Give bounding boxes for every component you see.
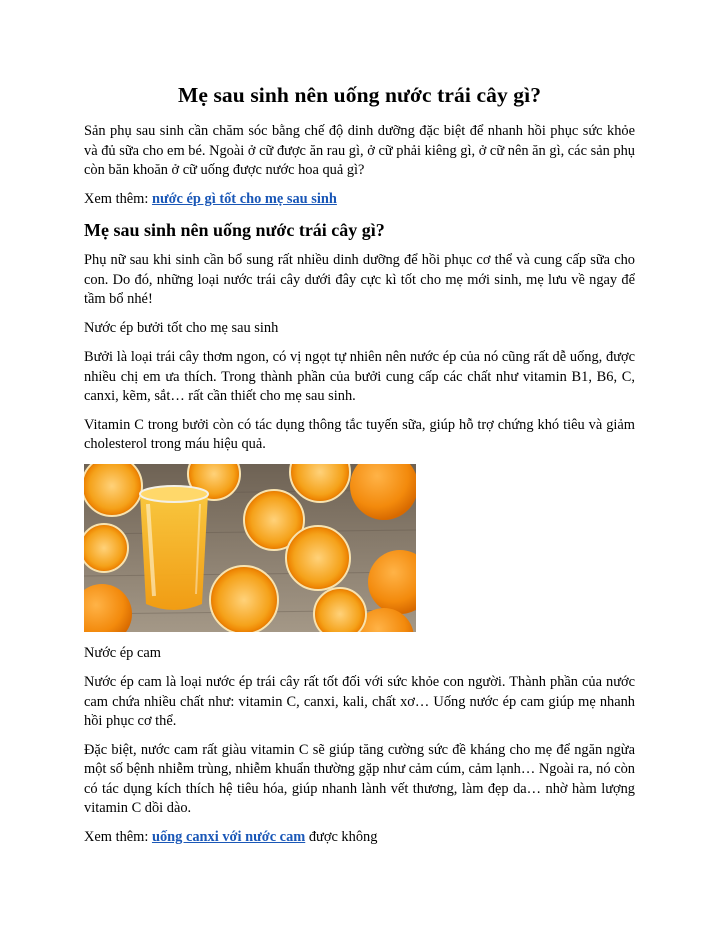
juice-glass [140, 486, 208, 610]
see-more-link-1[interactable]: nước ép gì tốt cho mẹ sau sinh [151, 190, 337, 207]
pomelo-heading: Nước ép bưởi tốt cho mẹ sau sinh [84, 319, 279, 336]
orange-heading: Nước ép cam [84, 644, 161, 661]
see-more-link-2[interactable]: uống canxi với nước cam [151, 828, 306, 845]
see-more-line-2 [84, 828, 635, 848]
orange-juice-illustration [84, 464, 416, 632]
see-more-prefix: Xem thêm: [84, 190, 152, 207]
pomelo-paragraph-2: Vitamin C trong bưởi còn có tác dụng thông tắc tuyến sữa, giúp hỗ trợ chứng khó tiêu và giảm cholesterol trong máu hiệu quả. [84, 416, 635, 452]
see-more-prefix: Xem thêm: [84, 828, 152, 845]
intro-paragraph: Sản phụ sau sinh cần chăm sóc bằng chế độ dinh dưỡng đặc biệt để nhanh hồi phục sức khỏe và đủ sữa cho em bé. Ngoài ở cữ được ăn rau gì, ở cữ phải kiêng gì, ở cữ nên ăn gì, các sản phụ còn băn khoăn ở cữ uống được nước hoa quả gì? [84, 123, 635, 178]
see-more-line-1 [84, 190, 635, 210]
page-title: Mẹ sau sinh nên uống nước trái cây gì? [177, 83, 542, 107]
section-intro-paragraph: Phụ nữ sau khi sinh cần bổ sung rất nhiều dinh dưỡng để hồi phục cơ thể và cung cấp sữa cho con. Do đó, những loại nước trái cây dưới đây cực kì tốt cho mẹ mới sinh, mẹ lưu về ngay để tầm bổ nhé! [84, 252, 635, 307]
see-more-suffix: được không [305, 828, 378, 845]
section-heading: Mẹ sau sinh nên uống nước trái cây gì? [84, 220, 385, 240]
orange-paragraph-2: Đặc biệt, nước cam rất giàu vitamin C sẽ giúp tăng cường sức đề kháng cho mẹ để ngăn ngừa một số bệnh nhiễm trùng, nhiễm khuẩn thường gặp như cảm cúm, cảm lạnh… Ngoài ra, nó còn có tác dụng kích thích hệ tiêu hóa, giúp nhanh lành vết thương, làm đẹp da… nhờ hàm lượng vitamin C dồi dào. [84, 741, 635, 816]
orange-juice-photo [84, 464, 416, 632]
orange-paragraph-1: Nước ép cam là loại nước ép trái cây rất tốt đối với sức khỏe con người. Thành phần của nước cam chứa nhiều chất như: vitamin C, canxi, kali, chất xơ… Uống nước ép cam giúp mẹ nhanh hồi phục cơ thể. [84, 674, 635, 729]
pomelo-paragraph-1: Bưởi là loại trái cây thơm ngon, có vị ngọt tự nhiên nên nước ép của nó cũng rất dễ uống, được nhiều chị em ưa thích. Trong thành phần của bưởi cung cấp các chất như vitamin B1, B6, C, canxi, kẽm, sắt… rất cần thiết cho mẹ sau sinh. [84, 349, 635, 404]
document-page [84, 82, 635, 857]
